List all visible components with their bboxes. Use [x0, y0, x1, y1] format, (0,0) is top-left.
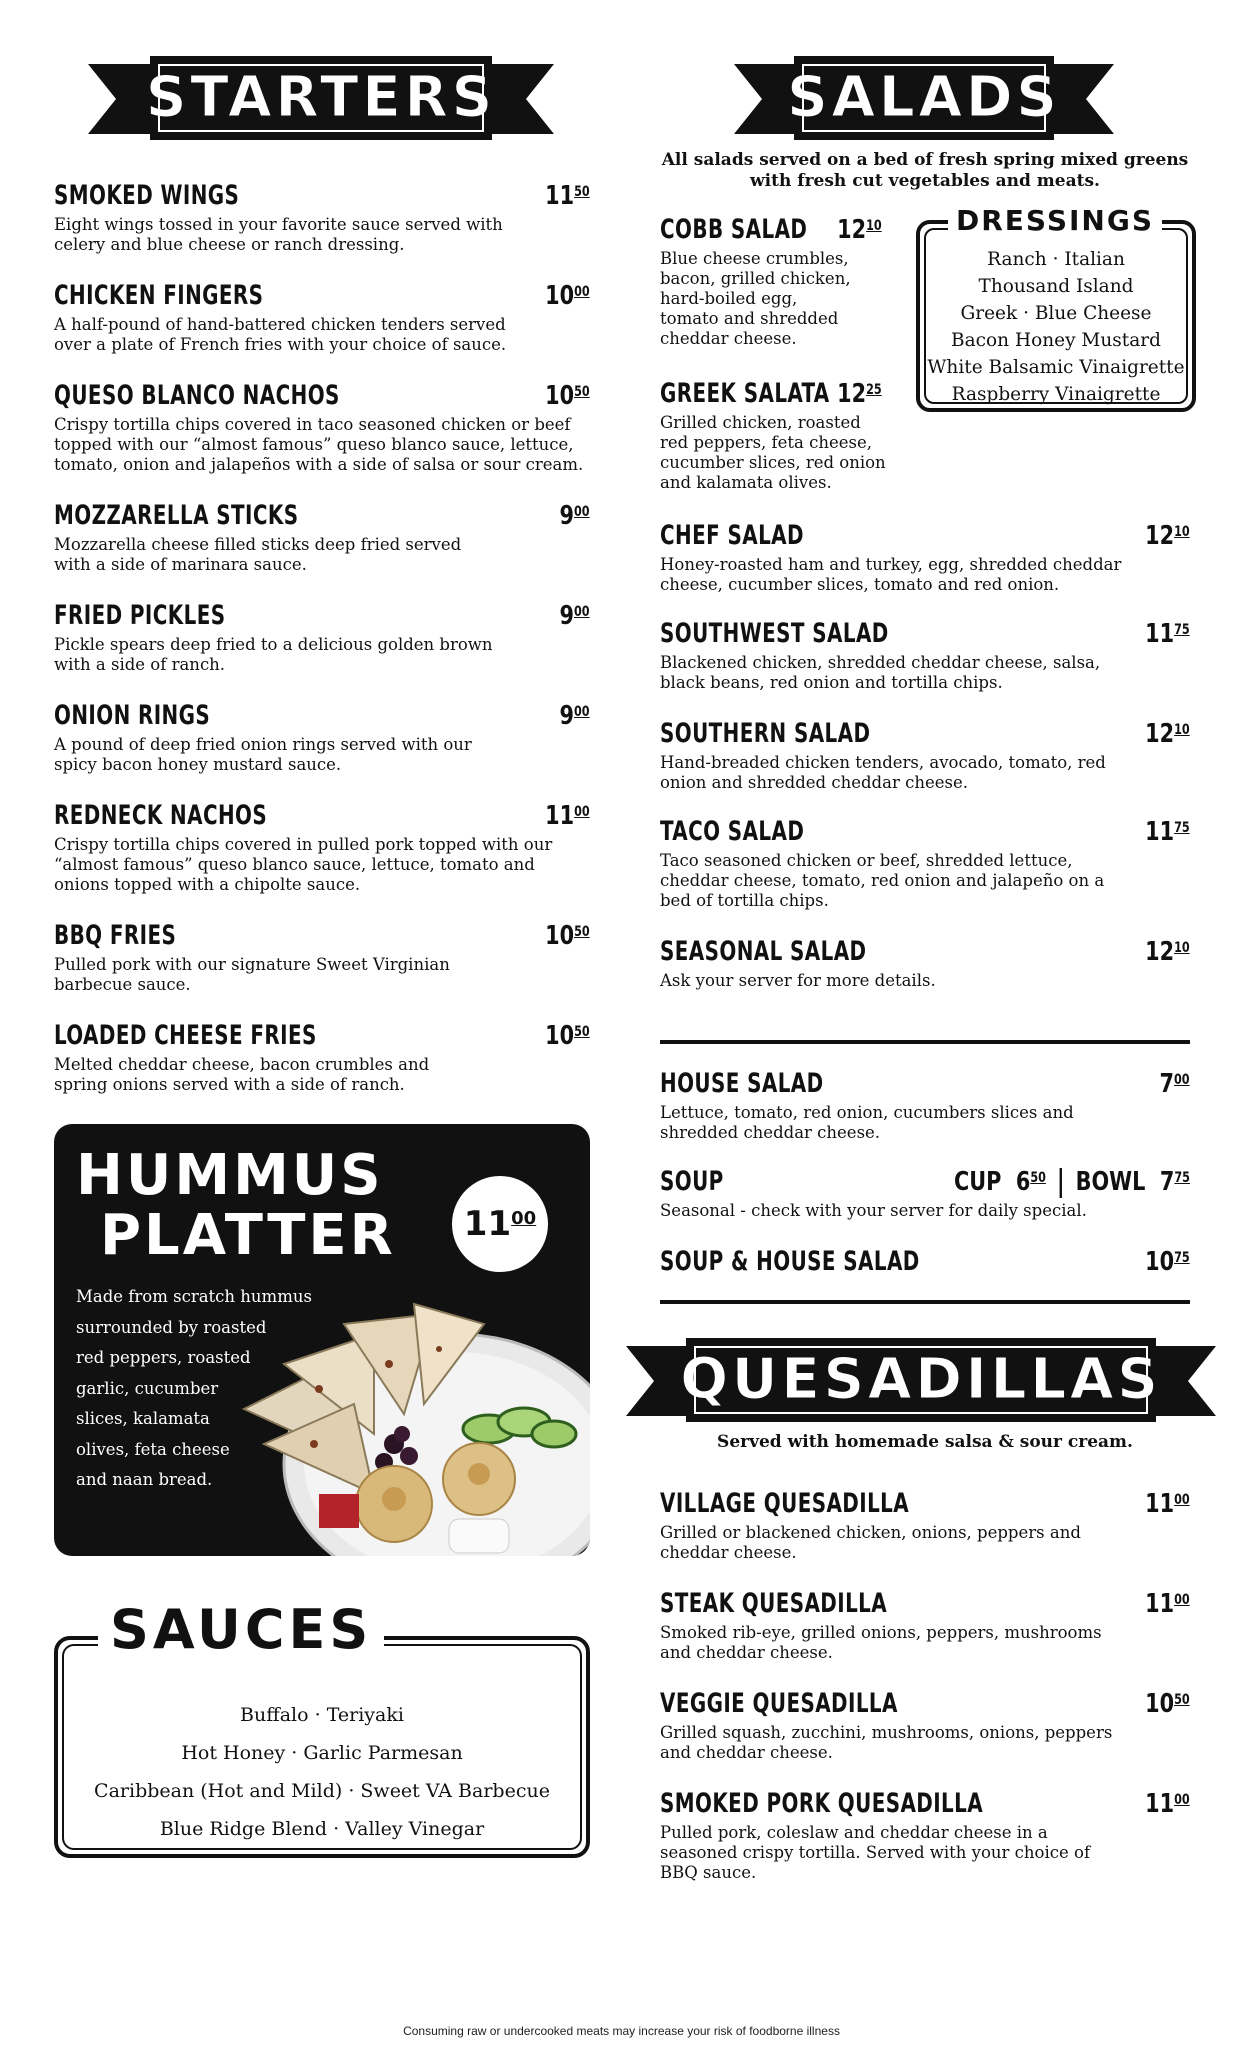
salads-title: SALADS — [787, 65, 1061, 130]
item-name: SMOKED WINGS — [54, 180, 240, 211]
quesadillas-subtitle: Served with homemade salsa & sour cream. — [717, 1432, 1133, 1452]
item-name: COBB SALAD — [660, 214, 808, 245]
hummus-price-badge: 11 $^{00}$ — [452, 1176, 548, 1272]
item-name: CHICKEN FINGERS — [54, 280, 264, 311]
item-price: $12^{10}$ — [837, 215, 882, 245]
hummus-title-line2: PLATTER — [100, 1203, 396, 1268]
sauces-box — [54, 1598, 590, 1858]
sauce-line: Buffalo · Teriyaki — [240, 1704, 404, 1726]
menu-item — [660, 1588, 1190, 1663]
dressing-line: Greek · Blue Cheese — [960, 303, 1152, 324]
item-description: Crispy tortilla chips covered in taco seasoned chicken or beef topped with our “almost famous” queso blanco sauce, lettuce, tomato, onion and jalapeños with a side of salsa or sour cream. — [54, 415, 584, 474]
item-description: Blackened chicken, shredded cheddar cheese, salsa, black beans, red onion and tortilla chips. — [660, 653, 1101, 692]
hummus-desc-line: olives, feta cheese — [76, 1439, 230, 1459]
salads-banner — [734, 56, 1114, 140]
hummus-desc-line: red peppers, roasted — [76, 1348, 251, 1367]
dressing-line: Bacon Honey Mustard — [951, 330, 1161, 351]
item-name: SEASONAL SALAD — [660, 936, 867, 967]
hummus-desc-line: and naan bread. — [76, 1470, 213, 1489]
item-price: $10^{50}$ — [545, 1021, 590, 1051]
hummus-desc-line: slices, kalamata — [76, 1409, 210, 1428]
menu-item — [660, 936, 1190, 991]
hummus-desc-line: garlic, cucumber — [76, 1378, 219, 1398]
menu-item — [54, 700, 590, 775]
item-name: STEAK QUESADILLA — [660, 1588, 888, 1619]
item-name: ONION RINGS — [54, 700, 211, 731]
item-price: $9^{00}$ — [559, 701, 590, 731]
item-description: Pickle spears deep fried to a delicious golden brown with a side of ranch. — [54, 635, 493, 674]
starters-title: STARTERS — [145, 65, 497, 130]
item-price: $9^{00}$ — [559, 601, 590, 631]
item-name: VEGGIE QUESADILLA — [660, 1688, 898, 1719]
footer-disclaimer: Consuming raw or undercooked meats may increase your risk of foodborne illness — [403, 2024, 840, 2038]
hummus-platter-feature — [54, 1124, 590, 1556]
dressings-title: DRESSINGS — [948, 204, 1162, 237]
item-description: Grilled squash, zucchini, mushrooms, onions, peppers and cheddar cheese. — [660, 1723, 1113, 1762]
item-description: A half-pound of hand-battered chicken tenders served over a plate of French fries with your choice of sauce. — [54, 315, 507, 354]
sauce-line: Caribbean (Hot and Mild) · Sweet VA Barbecue — [94, 1780, 550, 1802]
item-price: $7^{00}$ — [1159, 1069, 1190, 1099]
item-description: Seasonal - check with your server for daily special. — [660, 1201, 1087, 1220]
dressing-line: Thousand Island — [978, 276, 1134, 297]
item-price: $11^{00}$ — [1145, 1789, 1190, 1819]
item-price: $11^{00}$ — [1145, 1589, 1190, 1619]
item-name: QUESO BLANCO NACHOS — [54, 380, 340, 411]
menu-item — [660, 520, 1190, 595]
item-price: $12^{10}$ — [1145, 937, 1190, 967]
menu-item — [660, 1166, 1190, 1221]
item-name: SOUP & HOUSE SALAD — [660, 1246, 920, 1277]
item-price: $12^{10}$ — [1145, 521, 1190, 551]
item-description: Honey-roasted ham and turkey, egg, shredded cheddar cheese, cucumber slices, tomato and red onion. — [660, 555, 1122, 594]
item-price: $10^{00}$ — [545, 281, 590, 311]
quesadillas-banner — [626, 1338, 1216, 1422]
item-price: $10^{50}$ — [545, 921, 590, 951]
hummus-description — [76, 1282, 326, 1496]
menu-item — [54, 920, 590, 995]
dressing-line: Raspberry Vinaigrette — [951, 384, 1161, 405]
sauces-title: SAUCES — [98, 1598, 384, 1661]
item-description: Grilled or blackened chicken, onions, peppers and cheddar cheese. — [660, 1523, 1081, 1562]
item-description: Grilled chicken, roasted red peppers, feta cheese, cucumber slices, red onion and kalamata olives. — [660, 413, 886, 492]
item-name: MOZZARELLA STICKS — [54, 500, 299, 531]
dressings-list — [920, 246, 1192, 408]
hummus-title-line1: HUMMUS — [76, 1143, 384, 1208]
menu-item — [660, 1488, 1190, 1563]
soup-prices: CUP $6^{50}$ BOWL $7^{75}$ — [954, 1167, 1190, 1197]
item-name: GREEK SALATA — [660, 378, 830, 409]
menu-item — [54, 180, 590, 255]
menu-item — [660, 1788, 1190, 1883]
item-price: $12^{10}$ — [1145, 719, 1190, 749]
quesadillas-title: QUESADILLAS — [680, 1347, 1162, 1412]
item-description: Lettuce, tomato, red onion, cucumbers slices and shredded cheddar cheese. — [660, 1103, 1074, 1142]
item-description: Smoked rib-eye, grilled onions, peppers, mushrooms and cheddar cheese. — [660, 1623, 1102, 1662]
sauce-line: Hot Honey · Garlic Parmesan — [181, 1742, 463, 1764]
item-price: $10^{50}$ — [1145, 1689, 1190, 1719]
item-description: Melted cheddar cheese, bacon crumbles and spring onions served with a side of ranch. — [54, 1055, 430, 1094]
dressing-line: Ranch · Italian — [987, 249, 1125, 270]
menu-item — [660, 1688, 1190, 1763]
item-price: $11^{75}$ — [1145, 817, 1190, 847]
starters-banner — [88, 56, 554, 140]
item-name: REDNECK NACHOS — [54, 800, 268, 831]
item-name: BBQ FRIES — [54, 920, 177, 951]
hummus-title — [76, 1143, 396, 1268]
hummus-desc-line: surrounded by roasted — [76, 1317, 267, 1337]
item-description: Mozzarella cheese filled sticks deep fried served with a side of marinara sauce. — [54, 535, 462, 574]
item-price: $11^{00}$ — [1145, 1489, 1190, 1519]
item-description: Ask your server for more details. — [660, 971, 936, 990]
item-name: FRIED PICKLES — [54, 600, 226, 631]
item-price: $10^{75}$ — [1145, 1247, 1190, 1277]
item-description: A pound of deep fried onion rings served with our spicy bacon honey mustard sauce. — [54, 735, 472, 774]
item-name: CHEF SALAD — [660, 520, 804, 551]
item-price: $11^{75}$ — [1145, 619, 1190, 649]
item-description: Pulled pork, coleslaw and cheddar cheese in a seasoned crispy tortilla. Served with your choice of BBQ sauce. — [660, 1823, 1091, 1882]
sauces-list — [58, 1696, 586, 1848]
menu-item — [54, 1020, 590, 1095]
item-price: $12^{25}$ — [837, 379, 882, 409]
sauce-line: Blue Ridge Blend · Valley Vinegar — [159, 1818, 485, 1840]
menu-item — [660, 618, 1190, 693]
dressings-box — [916, 204, 1196, 412]
item-price: $11^{50}$ — [545, 181, 590, 211]
menu-item — [660, 378, 886, 493]
item-price: $10^{50}$ — [545, 381, 590, 411]
item-name: HOUSE SALAD — [660, 1068, 824, 1099]
menu-item — [54, 280, 590, 355]
item-description: Crispy tortilla chips covered in pulled pork topped with our “almost famous” queso blanco sauce, lettuce, tomato and onions topped with a chipolte sauce. — [54, 835, 553, 894]
item-name: SMOKED PORK QUESADILLA — [660, 1788, 984, 1819]
menu-item — [54, 800, 590, 895]
item-description: Taco seasoned chicken or beef, shredded lettuce, cheddar cheese, tomato, red onion and jalapeño on a bed of tortilla chips. — [660, 851, 1105, 910]
item-description: Blue cheese crumbles, bacon, grilled chicken, hard-boiled egg, tomato and shredded cheddar cheese. — [660, 249, 851, 348]
menu-item — [660, 1068, 1190, 1143]
menu-item — [660, 718, 1190, 793]
item-name: SOUTHERN SALAD — [660, 718, 871, 749]
item-name: TACO SALAD — [660, 816, 805, 847]
item-name: SOUTHWEST SALAD — [660, 618, 889, 649]
menu-item — [54, 500, 590, 575]
item-name: LOADED CHEESE FRIES — [54, 1020, 317, 1051]
menu-item — [660, 816, 1190, 911]
item-description: Pulled pork with our signature Sweet Virginian barbecue sauce. — [54, 955, 450, 994]
item-price: $11^{00}$ — [545, 801, 590, 831]
item-name: SOUP — [660, 1166, 724, 1197]
menu-item — [660, 1246, 1190, 1278]
item-name: VILLAGE QUESADILLA — [660, 1488, 910, 1519]
divider — [660, 1040, 1190, 1044]
dressing-line: White Balsamic Vinaigrette — [927, 357, 1185, 378]
item-description: Eight wings tossed in your favorite sauce served with celery and blue cheese or ranch dressing. — [54, 215, 503, 254]
item-description: Hand-breaded chicken tenders, avocado, tomato, red onion and shredded cheddar cheese. — [660, 753, 1106, 792]
menu-item — [54, 600, 590, 675]
hummus-desc-line: Made from scratch hummus — [76, 1287, 312, 1306]
item-price: $9^{00}$ — [559, 501, 590, 531]
divider — [660, 1300, 1190, 1304]
salads-subtitle: All salads served on a bed of fresh spring mixed greens with fresh cut vegetables and meats. — [661, 150, 1189, 191]
menu-item — [54, 380, 590, 475]
menu-item — [660, 214, 882, 349]
